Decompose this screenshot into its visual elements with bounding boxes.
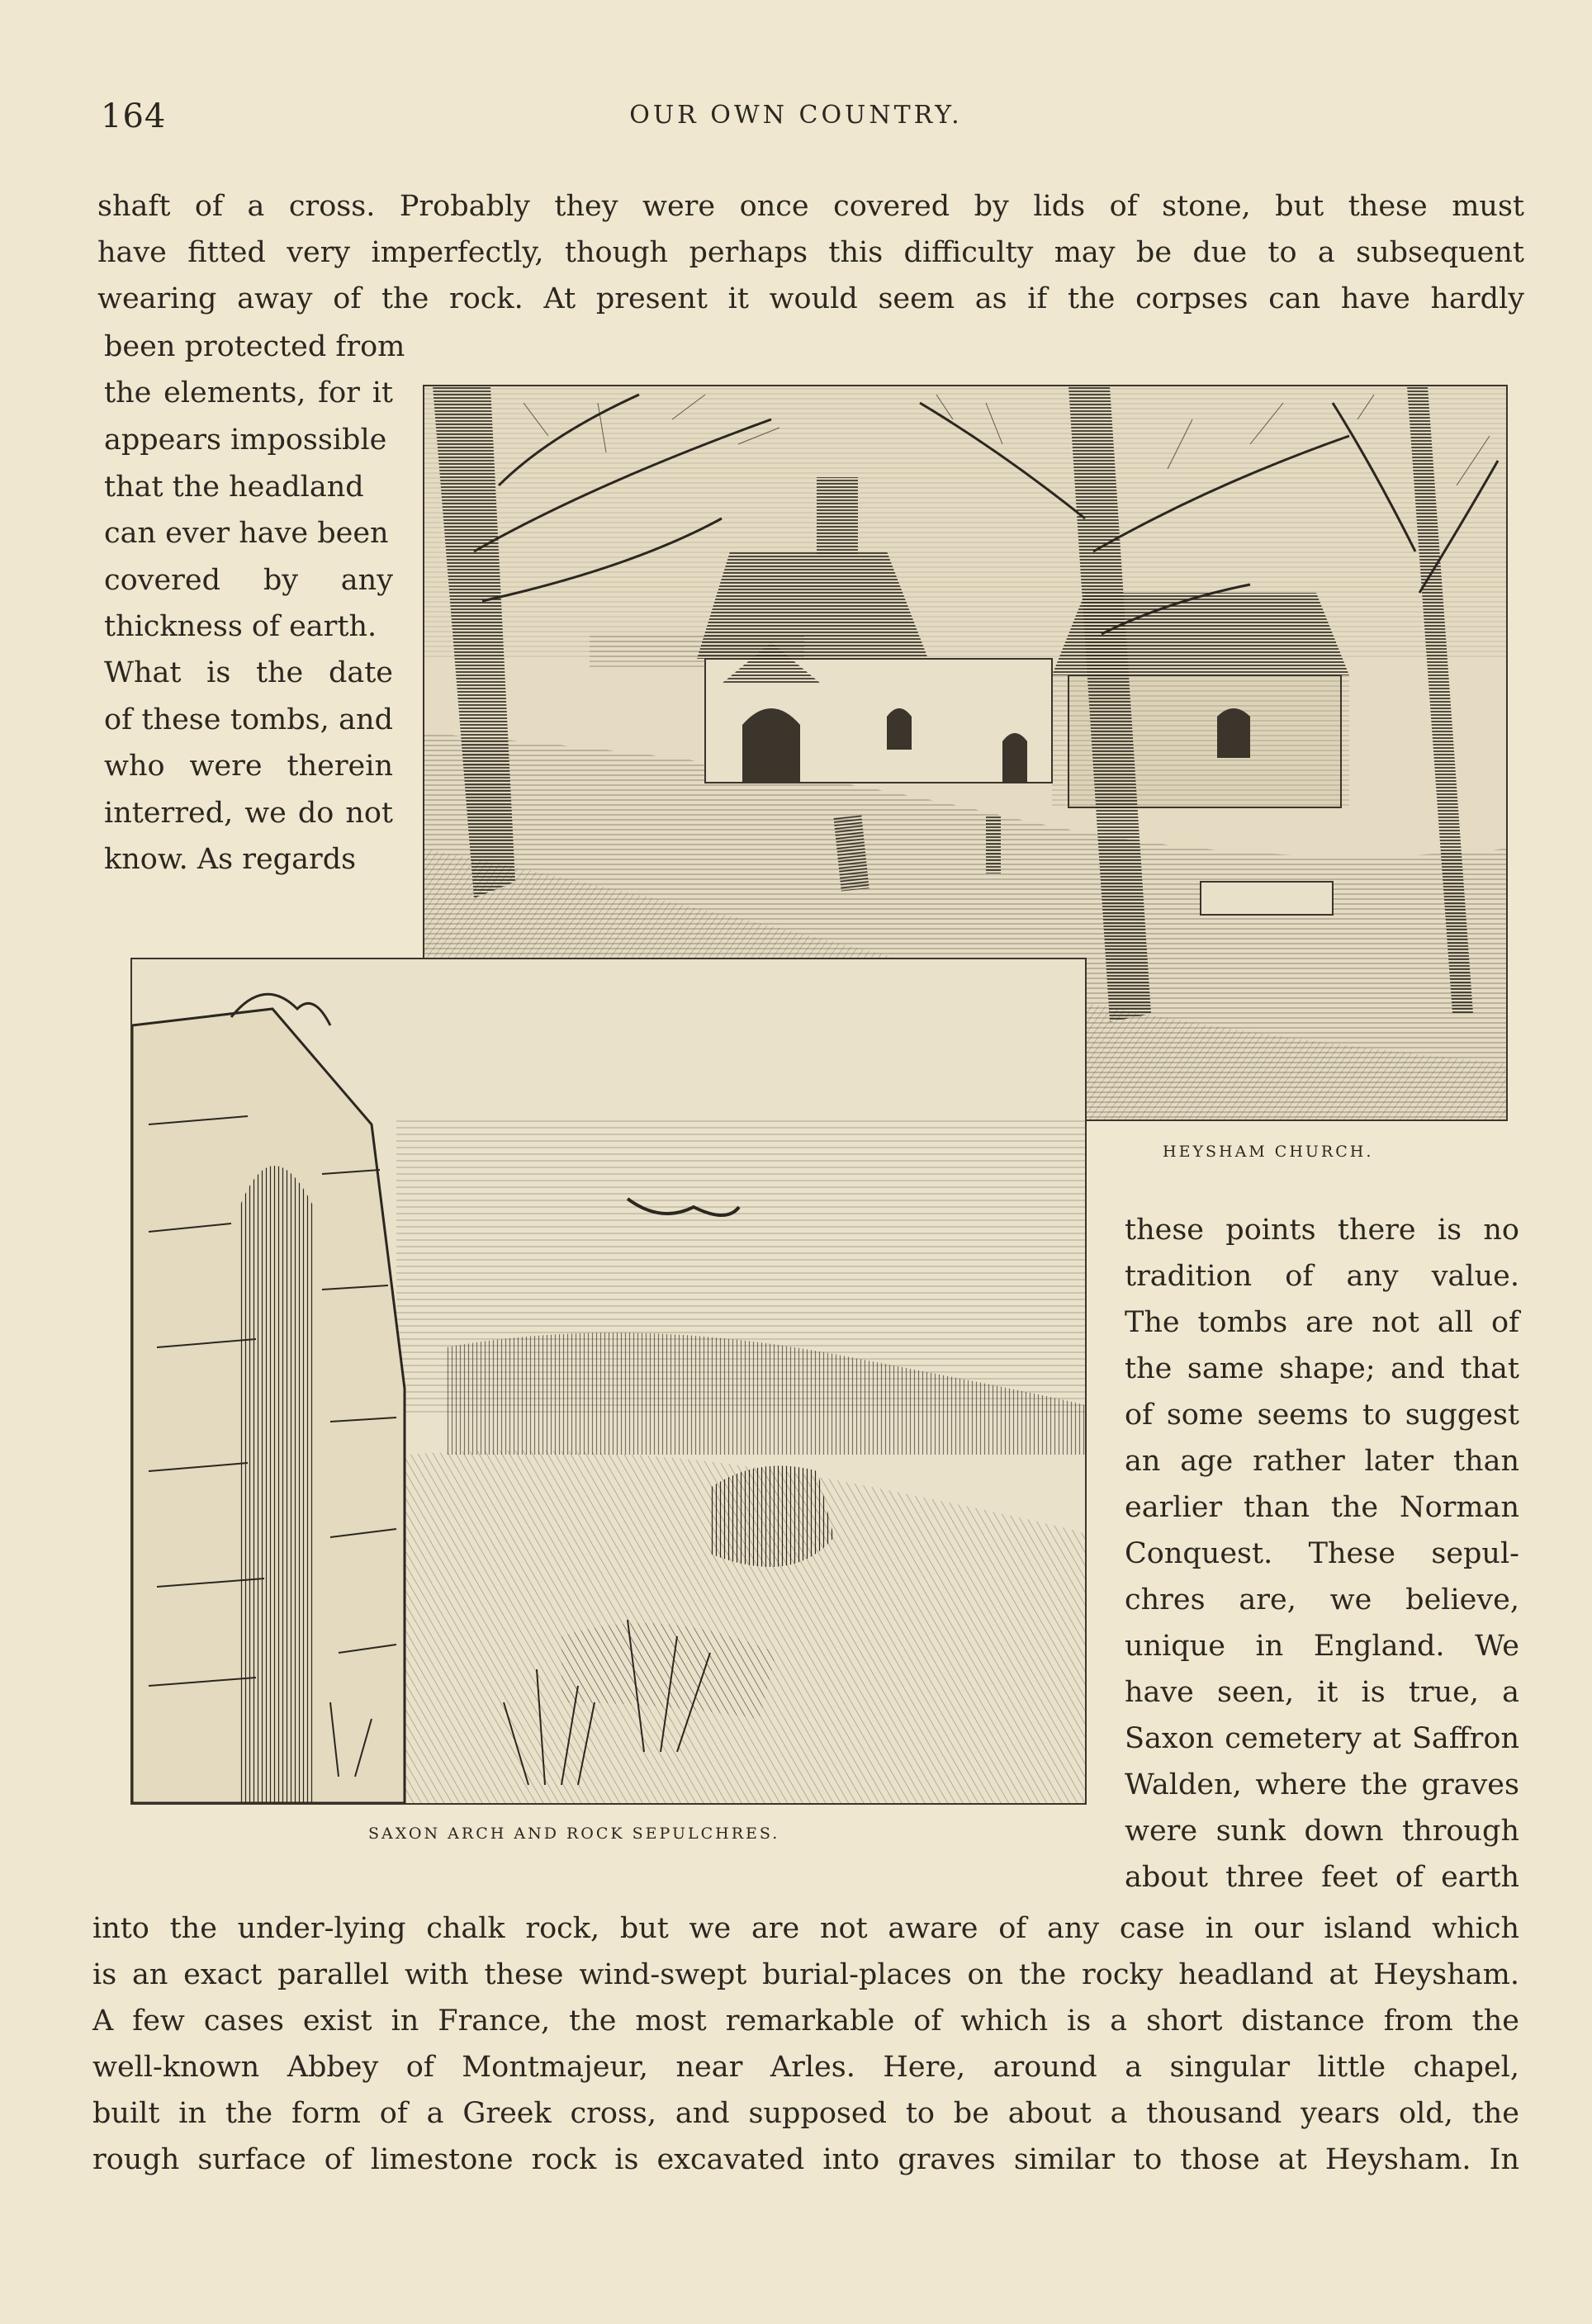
body-text-line: covered by any [104, 564, 393, 597]
body-text-line: is an exact parallel with these wind-swept burial-places on the rocky headland at Heysham. [92, 1958, 1519, 1991]
body-text-line: that the headland [104, 471, 364, 504]
body-text-line: have seen, it is true, a [1125, 1676, 1519, 1709]
body-text-line: interred, we do not [104, 797, 393, 830]
body-text-line: about three feet of earth [1125, 1861, 1519, 1894]
body-text-line: earlier than the Norman [1125, 1491, 1519, 1524]
body-text-line: of these tombs, and [104, 703, 393, 736]
body-text-line: shaft of a cross. Probably they were once covered by lids of stone, but these must [97, 190, 1524, 223]
body-text-line: an age rather later than [1125, 1445, 1519, 1478]
body-text-line: Saxon cemetery at Saffron [1125, 1722, 1519, 1755]
body-text-line: well-known Abbey of Montmajeur, near Arles. Here, around a singular little chapel, [92, 2051, 1519, 2084]
body-text-line: A few cases exist in France, the most remarkable of which is a short distance from the [92, 2005, 1519, 2038]
body-text-line: wearing away of the rock. At present it would seem as if the corpses can have hardly [97, 282, 1524, 315]
body-text-line: rough surface of limestone rock is excavated into graves similar to those at Heysham. In [92, 2143, 1519, 2176]
body-text-line: the same shape; and that [1125, 1352, 1519, 1385]
page-number: 164 [101, 97, 167, 135]
body-text-line: chres are, we believe, [1125, 1583, 1519, 1616]
saxon-arch-engraving [130, 958, 1087, 1805]
body-text-line: appears impossible [104, 424, 387, 457]
body-text-line: unique in England. We [1125, 1630, 1519, 1663]
running-head: OUR OWN COUNTRY. [629, 101, 963, 130]
body-text-line: into the under-lying chalk rock, but we are not aware of any case in our island which [92, 1912, 1519, 1945]
body-text-line: these points there is no [1125, 1214, 1519, 1247]
body-text-line: who were therein [104, 750, 393, 783]
body-text-line: built in the form of a Greek cross, and supposed to be about a thousand years old, the [92, 2097, 1519, 2130]
body-text-line: Conquest. These sepul- [1125, 1537, 1519, 1570]
body-text-line: The tombs are not all of [1125, 1306, 1519, 1339]
body-text-line: can ever have been [104, 517, 389, 550]
body-text-line: What is the date [104, 656, 393, 689]
body-text-line: tradition of any value. [1125, 1260, 1519, 1293]
body-text-line: the elements, for it [104, 376, 393, 409]
figure-caption-arch: SAXON ARCH AND ROCK SEPULCHRES. [368, 1825, 780, 1843]
body-text-line: been protected from [104, 330, 405, 363]
body-text-line: know. As regards [104, 843, 357, 876]
body-text-line: were sunk down through [1125, 1815, 1519, 1848]
body-text-line: thickness of earth. [104, 610, 377, 643]
body-text-line: Walden, where the graves [1125, 1768, 1519, 1801]
body-text-line: have fitted very imperfectly, though perhaps this difficulty may be due to a subsequent [97, 236, 1524, 269]
body-text-line: of some seems to suggest [1125, 1399, 1519, 1432]
figure-caption-church: HEYSHAM CHURCH. [1163, 1143, 1374, 1161]
